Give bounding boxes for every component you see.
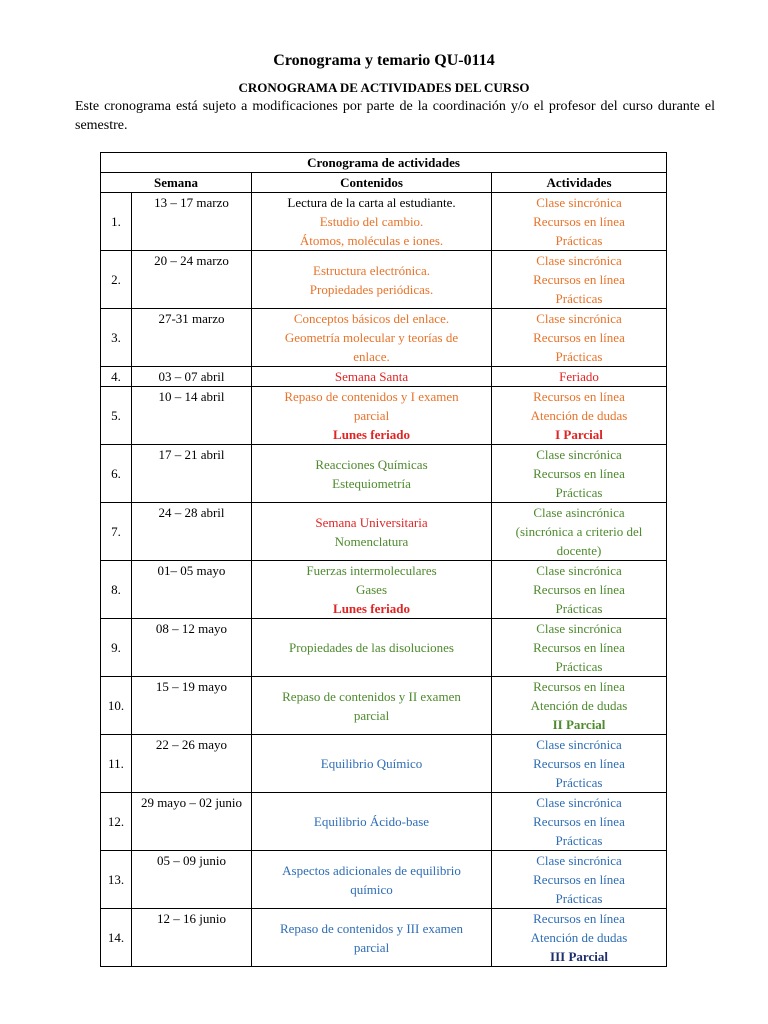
- week-number: 6.: [101, 445, 132, 503]
- activity-line: Prácticas: [555, 833, 603, 848]
- week-dates: 10 – 14 abril: [132, 387, 252, 445]
- content-line: enlace.: [353, 349, 390, 364]
- contents-cell: [252, 503, 492, 561]
- table-caption: Cronograma de actividades: [101, 153, 667, 173]
- week-number: 1.: [101, 193, 132, 251]
- content-line: Fuerzas intermoleculares: [306, 563, 437, 578]
- table-row: [101, 909, 667, 967]
- content-line: químico: [350, 881, 393, 897]
- activities-cell: [492, 367, 667, 387]
- contents-cell: [252, 387, 492, 445]
- week-dates: 22 – 26 mayo: [132, 735, 252, 793]
- activity-line: Prácticas: [555, 349, 603, 364]
- activity-line: III Parcial: [550, 949, 608, 964]
- contents-cell: [252, 677, 492, 735]
- content-line: Nomenclatura: [334, 533, 409, 549]
- table-row: [101, 251, 667, 309]
- week-dates: 05 – 09 junio: [132, 851, 252, 909]
- activity-line: Recursos en línea: [533, 330, 625, 345]
- week-dates: 24 – 28 abril: [132, 503, 252, 561]
- intro-paragraph: Este cronograma está sujeto a modificaciones por parte de la coordinación y/o el profesor del curso durante el semestre.: [75, 99, 715, 133]
- table-row: [101, 387, 667, 445]
- week-number: 12.: [101, 793, 132, 851]
- content-line: Geometría molecular y teorías de: [284, 330, 459, 345]
- content-line: Estudio del cambio.: [319, 214, 424, 229]
- week-dates: 08 – 12 mayo: [132, 619, 252, 677]
- content-line: Lunes feriado: [333, 427, 410, 442]
- header-actividades: Actividades: [492, 173, 667, 193]
- activity-line: Prácticas: [555, 659, 603, 674]
- activities-cell: [492, 445, 667, 503]
- table-row: [101, 309, 667, 367]
- table-row: [101, 619, 667, 677]
- content-line: parcial: [353, 939, 390, 955]
- week-number: 10.: [101, 677, 132, 735]
- week-number: 7.: [101, 503, 132, 561]
- activity-line: Recursos en línea: [533, 272, 625, 287]
- activity-line: Recursos en línea: [533, 466, 625, 481]
- table-row: [101, 677, 667, 735]
- activity-line: Recursos en línea: [533, 640, 625, 655]
- activity-line: Recursos en línea: [533, 214, 625, 229]
- week-number: 2.: [101, 251, 132, 309]
- content-line: Propiedades periódicas.: [309, 281, 434, 297]
- activities-cell: [492, 193, 667, 251]
- document-subtitle: CRONOGRAMA DE ACTIVIDADES DEL CURSO: [238, 80, 530, 95]
- activity-line: Recursos en línea: [533, 756, 625, 771]
- activity-line: Clase sincrónica: [536, 621, 622, 636]
- activity-line: (sincrónica a criterio del: [515, 524, 643, 539]
- activities-cell: [492, 909, 667, 967]
- content-line: Gases: [355, 582, 388, 597]
- activity-line: Clase sincrónica: [536, 311, 622, 326]
- activities-cell: [492, 677, 667, 735]
- activities-cell: [492, 251, 667, 309]
- activity-line: docente): [556, 543, 602, 558]
- week-number: 8.: [101, 561, 132, 619]
- activity-line: Recursos en línea: [533, 911, 625, 926]
- schedule-body: [101, 193, 667, 967]
- table-row: [101, 851, 667, 909]
- activities-cell: [492, 793, 667, 851]
- content-line: Propiedades de las disoluciones: [289, 640, 454, 655]
- activity-line: II Parcial: [552, 717, 606, 732]
- contents-cell: [252, 793, 492, 851]
- content-line: Equilibrio Ácido-base: [313, 814, 430, 829]
- week-dates: 29 mayo – 02 junio: [132, 793, 252, 851]
- week-dates: 03 – 07 abril: [132, 367, 252, 387]
- contents-cell: [252, 735, 492, 793]
- activity-line: Clase sincrónica: [536, 447, 622, 462]
- week-number: 11.: [101, 735, 132, 793]
- table-row: [101, 793, 667, 851]
- contents-cell: [252, 309, 492, 367]
- activity-line: Prácticas: [555, 485, 603, 500]
- activity-line: Atención de dudas: [530, 408, 628, 423]
- activity-line: Clase sincrónica: [536, 737, 622, 752]
- activity-line: Prácticas: [555, 775, 603, 790]
- week-number: 3.: [101, 309, 132, 367]
- header-semana: Semana: [101, 173, 252, 193]
- table-row: [101, 193, 667, 251]
- contents-cell: [252, 619, 492, 677]
- activity-line: Recursos en línea: [533, 389, 625, 404]
- content-line: Conceptos básicos del enlace.: [293, 311, 450, 326]
- schedule-table: [100, 152, 667, 967]
- contents-cell: [252, 367, 492, 387]
- activity-line: Clase sincrónica: [536, 563, 622, 578]
- contents-cell: [252, 251, 492, 309]
- table-row: [101, 503, 667, 561]
- activities-cell: [492, 735, 667, 793]
- activity-line: Atención de dudas: [530, 698, 628, 713]
- activity-line: Prácticas: [555, 233, 603, 248]
- activities-cell: [492, 561, 667, 619]
- activity-line: Recursos en línea: [533, 872, 625, 887]
- content-line: Lectura de la carta al estudiante.: [287, 195, 456, 210]
- content-line: Lunes feriado: [333, 601, 410, 616]
- contents-cell: [252, 445, 492, 503]
- document-title: Cronograma y temario QU-0114: [273, 52, 495, 69]
- activities-cell: [492, 503, 667, 561]
- activity-line: Clase sincrónica: [536, 853, 622, 868]
- activity-line: Clase sincrónica: [536, 253, 622, 268]
- content-line: Equilibrio Químico: [320, 756, 423, 771]
- content-line: Átomos, moléculas e iones.: [299, 233, 444, 248]
- activity-line: Prácticas: [555, 601, 603, 616]
- week-dates: 17 – 21 abril: [132, 445, 252, 503]
- activities-cell: [492, 851, 667, 909]
- table-row: [101, 735, 667, 793]
- week-number: 13.: [101, 851, 132, 909]
- activities-cell: [492, 309, 667, 367]
- week-number: 9.: [101, 619, 132, 677]
- week-number: 5.: [101, 387, 132, 445]
- week-number: 14.: [101, 909, 132, 967]
- activity-line: Clase asincrónica: [533, 505, 625, 520]
- activity-line: Feriado: [559, 369, 599, 384]
- week-number: 4.: [101, 367, 132, 387]
- content-line: Aspectos adicionales de equilibrio: [282, 862, 461, 878]
- activity-line: Atención de dudas: [530, 930, 628, 945]
- content-line: Reacciones Químicas: [315, 456, 428, 472]
- contents-cell: [252, 909, 492, 967]
- contents-cell: [252, 193, 492, 251]
- week-dates: 20 – 24 marzo: [132, 251, 252, 309]
- week-dates: 12 – 16 junio: [132, 909, 252, 967]
- content-line: Estequiometría: [332, 475, 411, 491]
- activity-line: I Parcial: [555, 427, 603, 442]
- activity-line: Clase sincrónica: [536, 195, 622, 210]
- activities-cell: [492, 619, 667, 677]
- activities-cell: [492, 387, 667, 445]
- activity-line: Clase sincrónica: [536, 795, 622, 810]
- content-line: Repaso de contenidos y III examen: [279, 920, 464, 936]
- table-row: [101, 561, 667, 619]
- activity-line: Prácticas: [555, 891, 603, 906]
- week-dates: 15 – 19 mayo: [132, 677, 252, 735]
- table-row: [101, 367, 667, 387]
- content-line: Repaso de contenidos y II examen: [282, 688, 461, 704]
- contents-cell: [252, 561, 492, 619]
- activity-line: Recursos en línea: [533, 814, 625, 829]
- contents-cell: [252, 851, 492, 909]
- activity-line: Prácticas: [555, 291, 603, 306]
- content-line: Repaso de contenidos y I examen: [284, 389, 459, 404]
- content-line: parcial: [353, 408, 390, 423]
- table-row: [101, 445, 667, 503]
- content-line: Estructura electrónica.: [313, 262, 430, 278]
- activity-line: Recursos en línea: [533, 582, 625, 597]
- header-contenidos: Contenidos: [252, 173, 492, 193]
- activity-line: Recursos en línea: [533, 679, 625, 694]
- content-line: Semana Santa: [334, 369, 409, 384]
- week-dates: 01– 05 mayo: [132, 561, 252, 619]
- content-line: parcial: [353, 707, 390, 723]
- week-dates: 27-31 marzo: [132, 309, 252, 367]
- week-dates: 13 – 17 marzo: [132, 193, 252, 251]
- content-line: Semana Universitaria: [315, 514, 428, 530]
